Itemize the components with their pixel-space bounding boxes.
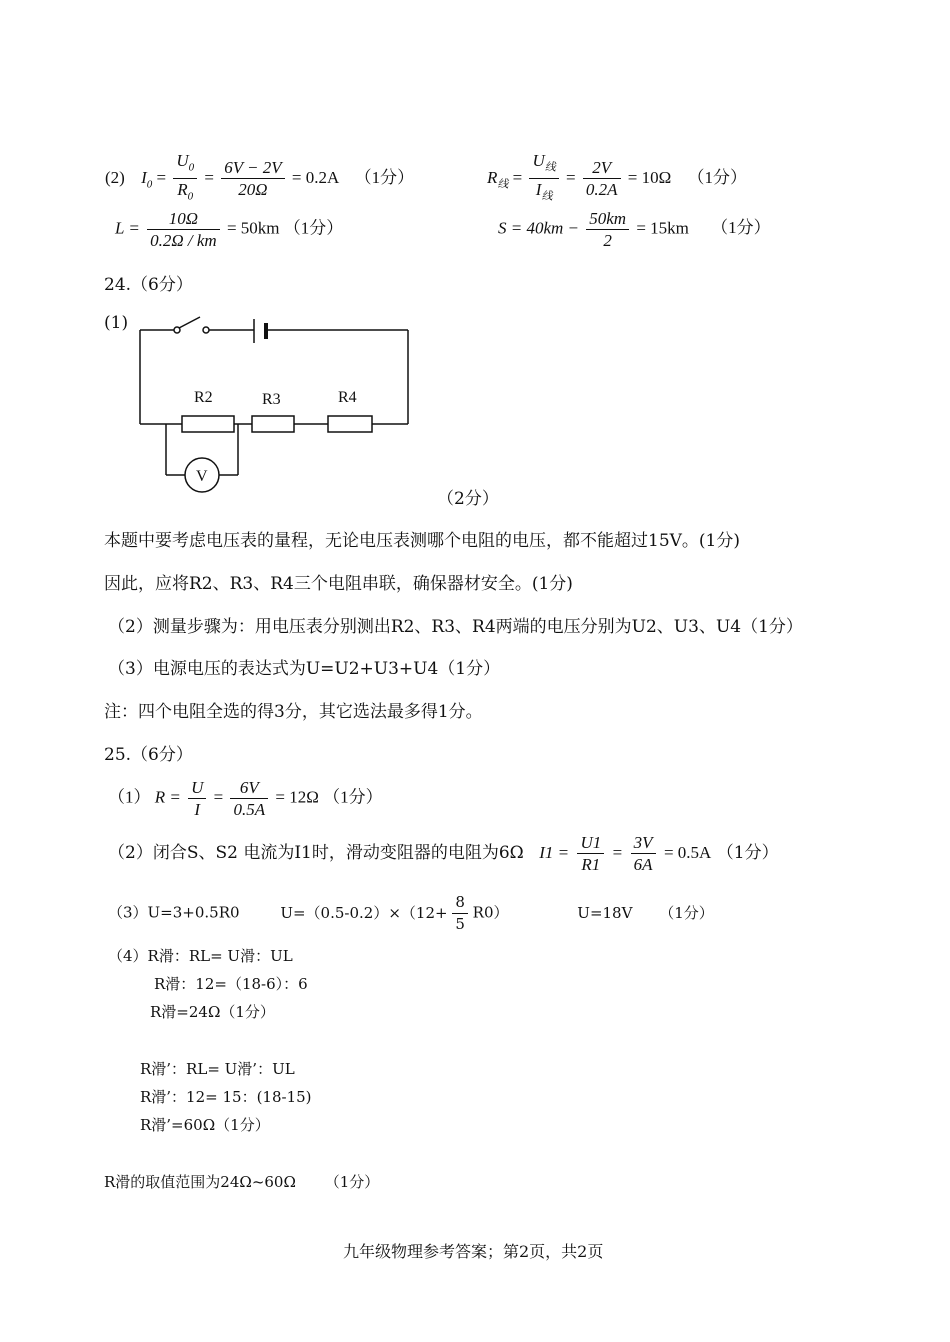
i0-symbol: $I_0$ bbox=[141, 167, 153, 191]
q25-part4-line-1: （4）R滑：RL= U滑：UL bbox=[108, 947, 293, 965]
q25-range: R滑的取值范围为24Ω~60Ω （1分） bbox=[104, 1173, 380, 1191]
rline-fraction-2: $\frac{2V}{0.2A}$ bbox=[583, 157, 621, 200]
distance-fraction: $\frac{50km}{2}$ bbox=[586, 208, 629, 251]
circuit-diagram bbox=[130, 315, 420, 495]
current-fraction-1: $\frac{U1}{R1}$ bbox=[577, 832, 604, 875]
q25-part4-line-5: R滑’：12= 15：(18-15) bbox=[140, 1088, 312, 1106]
switch-lever bbox=[179, 317, 200, 328]
label-r4: R4 bbox=[338, 389, 357, 406]
q24-line-3: （2）测量步骤为：用电压表分别测出R2、R3、R4两端的电压分别为U2、U3、U4（1分） bbox=[108, 617, 803, 637]
q24-heading: 24.（6分） bbox=[104, 275, 193, 295]
rline-fraction-1: $\frac{U_线}{I_线}$ bbox=[529, 150, 558, 208]
q25-part3: （3）U=3+0.5R0 U=（0.5-0.2）×（12+ $\frac{8}{5}$ R0） U=18V （1分） bbox=[108, 893, 714, 933]
page-footer: 九年级物理参考答案；第2页，共2页 bbox=[343, 1242, 604, 1261]
q24-note: 注：四个电阻全选的得3分，其它选法最多得1分。 bbox=[104, 702, 483, 722]
current-fraction-2: $\frac{3V}{6A}$ bbox=[631, 832, 656, 875]
circuit-score: （2分） bbox=[437, 489, 499, 509]
q24-line-4: （3）电源电压的表达式为U=U2+U3+U4（1分） bbox=[108, 659, 501, 679]
q25-heading: 25.（6分） bbox=[104, 745, 193, 765]
q25-part4-line-3: R滑=24Ω（1分） bbox=[150, 1003, 275, 1021]
q25-part4-line-2: R滑：12=（18-6）：6 bbox=[154, 975, 308, 993]
resistance-fraction-1: $\frac{U}{I}$ bbox=[188, 777, 206, 820]
q25-part4-line-6: R滑’=60Ω（1分） bbox=[140, 1116, 270, 1134]
length-fraction: $\frac{10\Omega}{0.2\Omega / km}$ bbox=[147, 208, 220, 251]
switch-contact-right bbox=[203, 327, 209, 333]
resistor-r2 bbox=[182, 416, 234, 432]
i0-fraction-1: $\frac{U_0}{R_0}$ bbox=[173, 150, 197, 208]
resistor-r3 bbox=[252, 416, 294, 432]
q24-line-2: 因此，应将R2、R3、R4三个电阻串联，确保器材安全。(1分) bbox=[104, 574, 573, 594]
q23-length-formula: L = $\frac{10\Omega}{0.2\Omega / km}$ = 50km （1分） bbox=[115, 209, 344, 250]
eight-fifths-fraction: $\frac{8}{5}$ bbox=[452, 892, 468, 935]
q23-rline-formula: $R_线$ = $\frac{U_线}{I_线}$ = $\frac{2V}{0.2A}$ = 10Ω （1分） bbox=[487, 150, 747, 208]
resistance-fraction-2: $\frac{6V}{0.5A}$ bbox=[230, 777, 268, 820]
rline-symbol: $R_线$ bbox=[487, 167, 509, 191]
q23-distance-formula: S = 40km − $\frac{50km}{2}$ = 15km （1分） bbox=[498, 209, 771, 250]
i0-fraction-2: $\frac{6V - 2V}{20\Omega}$ bbox=[221, 157, 284, 200]
label-r2: R2 bbox=[194, 389, 213, 406]
q25-part4-line-4: R滑’：RL= U滑’：UL bbox=[140, 1060, 295, 1078]
voltmeter-label: V bbox=[196, 468, 208, 485]
q24-line-1: 本题中要考虑电压表的量程，无论电压表测哪个电阻的电压，都不能超过15V。(1分) bbox=[104, 531, 740, 551]
q23-i0-formula: (2) $I_0$ = $\frac{U_0}{R_0}$ = $\frac{6V - 2V}{20\Omega}$ = 0.2A （1分） bbox=[105, 150, 414, 208]
q25-part2: （2）闭合S、S2 电流为I1时，滑动变阻器的电阻为6Ω I1 = $\frac{U1}{R1}$ = $\frac{3V}{6A}$ = 0.5A （1分） bbox=[108, 833, 779, 874]
label-r3: R3 bbox=[262, 391, 281, 408]
q24-part1-label: (1) bbox=[104, 313, 129, 333]
resistor-r4 bbox=[328, 416, 372, 432]
q25-part1-formula: （1） R = $\frac{U}{I}$ = $\frac{6V}{0.5A}$ = 12Ω （1分） bbox=[108, 778, 383, 819]
